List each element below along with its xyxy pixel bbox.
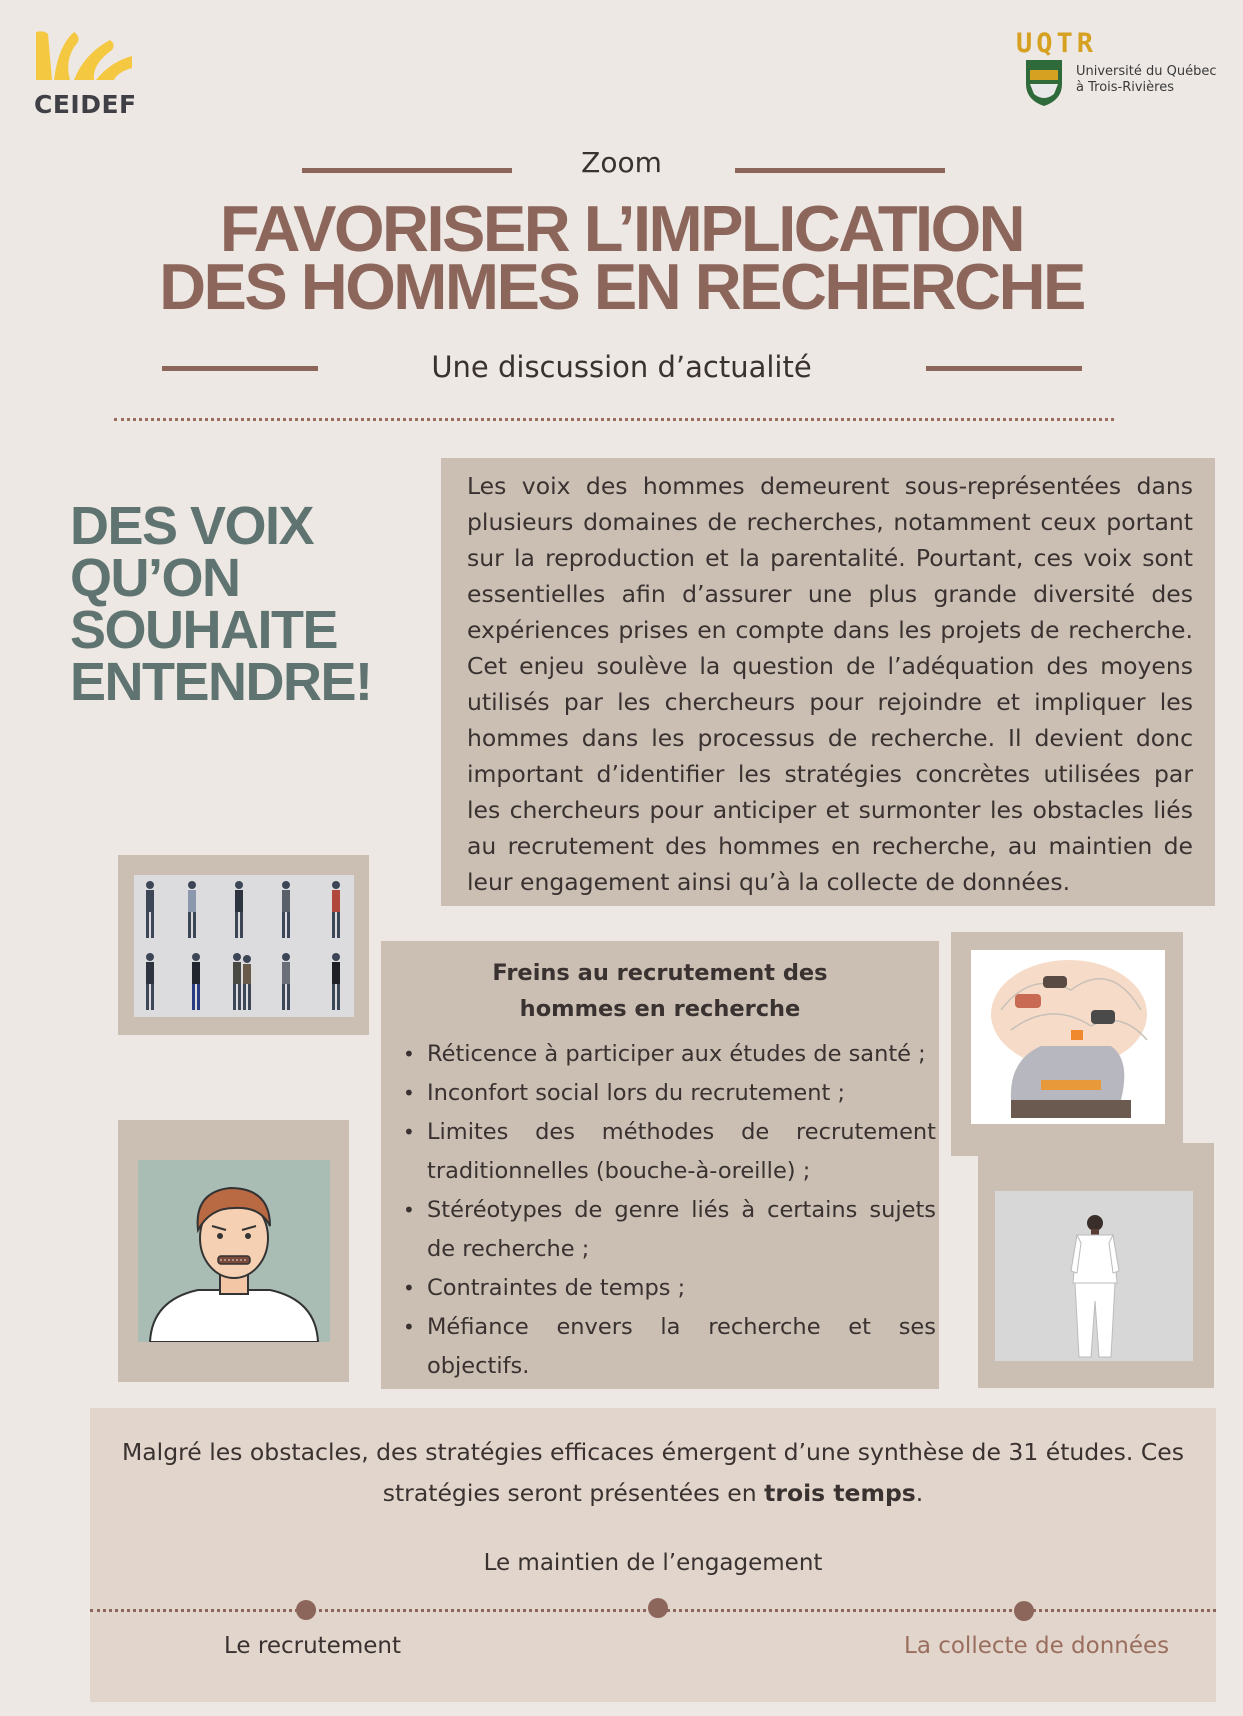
- page-subtitle: Une discussion d’actualité: [431, 350, 812, 384]
- timeline-dot-engagement: [648, 1598, 668, 1618]
- page-title-line1: FAVORISER L’IMPLICATION: [219, 192, 1024, 265]
- voices-heading-line2: QU’ON: [70, 548, 240, 608]
- list-item: • Limites des méthodes de recrutement traditionnelles (bouche-à-oreille) ;: [427, 1113, 936, 1191]
- overwhelmed-man-photo-frame: [951, 932, 1183, 1156]
- list-item: • Inconfort social lors du recrutement ;: [427, 1074, 936, 1113]
- voices-heading-line3: SOUHAITE: [70, 600, 338, 660]
- man-back-view-illustration: [995, 1191, 1193, 1361]
- ceidef-logo: [34, 28, 146, 118]
- uqtr-wordmark: UQTR: [1016, 28, 1098, 59]
- barriers-title: [381, 955, 939, 1027]
- barriers-title-line1: Freins au recrutement des: [492, 960, 828, 986]
- recruitment-barriers-panel: [381, 941, 939, 1389]
- crouching-man-illustration: [971, 950, 1165, 1124]
- timeline-stage-data-collection: La collecte de données: [904, 1633, 1170, 1659]
- list-item: • Réticence à participer aux études de santé ;: [427, 1035, 936, 1074]
- standing-man-photo: [995, 1191, 1193, 1361]
- section-divider: [114, 418, 1114, 421]
- timeline-stage-engagement: Le maintien de l’engagement: [483, 1550, 823, 1576]
- page-title: [0, 192, 1243, 323]
- worried-man-photo-frame: [118, 1120, 349, 1382]
- ceidef-wordmark: CEIDEF: [34, 90, 137, 119]
- intro-paragraph: Les voix des hommes demeurent sous-représentées dans plusieurs domaines de recherches, notamment ceux portant sur la reproduction et la parentalité. Pourtant, ces voix sont essentielles afin d’assurer une plus grande diversité des expériences prises en compte dans les projets de recherche. Cet enjeu soulève la question de l’adéquation des moyens utilisés par les chercheurs pour rejoindre et impliquer les hommes dans les processus de recherche. Il devient donc important d’identifier les stratégies concrètes utilisées par les chercheurs pour anticiper et surmonter les obstacles liés au recrutement des hommes en recherche, au maintien de leur engagement ainsi qu’à la collecte de données.: [467, 472, 1193, 896]
- timeline-stage-recruitment: Le recrutement: [224, 1633, 401, 1659]
- synthesis-text-end: .: [915, 1479, 924, 1507]
- list-item: • Méfiance envers la recherche et ses objectifs.: [427, 1308, 936, 1386]
- voices-heading: [70, 496, 400, 712]
- barriers-title-line2: hommes en recherche: [519, 996, 801, 1022]
- standing-man-photo-frame: [978, 1143, 1214, 1388]
- standing-men-illustration: [134, 875, 354, 1017]
- page-title-line2: DES HOMMES EN RECHERCHE: [159, 250, 1084, 323]
- men-group-photo: [134, 875, 354, 1017]
- synthesis-paragraph: [90, 1432, 1216, 1514]
- uqtr-name-line1: Université du Québec: [1076, 64, 1217, 79]
- ceidef-sun-icon: [34, 28, 146, 90]
- timeline-dot-data-collection: [1014, 1601, 1034, 1621]
- synthesis-text-bold: trois temps: [764, 1479, 916, 1507]
- men-group-photo-frame: [118, 855, 369, 1035]
- uqtr-logo: [1010, 28, 1220, 108]
- zipped-mouth-man-illustration: [138, 1160, 330, 1342]
- barriers-list: [427, 1035, 936, 1386]
- synthesis-panel: [90, 1408, 1216, 1702]
- worried-man-photo: [138, 1160, 330, 1342]
- uqtr-crest-icon: [1024, 58, 1064, 108]
- voices-heading-line1: DES VOIX: [70, 496, 314, 556]
- overwhelmed-man-photo: [971, 950, 1165, 1124]
- intro-panel: [441, 458, 1215, 906]
- list-item: • Stéréotypes de genre liés à certains sujets de recherche ;: [427, 1191, 936, 1269]
- timeline-dot-recruitment: [296, 1600, 316, 1620]
- voices-heading-line4: ENTENDRE!: [70, 652, 372, 712]
- kicker-label: Zoom: [581, 146, 662, 179]
- list-item: • Contraintes de temps ;: [427, 1269, 936, 1308]
- synthesis-text-start: Malgré les obstacles, des stratégies efficaces émergent d’une synthèse de 31 études. Ces stratégies seront présentées en: [122, 1438, 1184, 1507]
- uqtr-name-line2: à Trois-Rivières: [1076, 80, 1174, 95]
